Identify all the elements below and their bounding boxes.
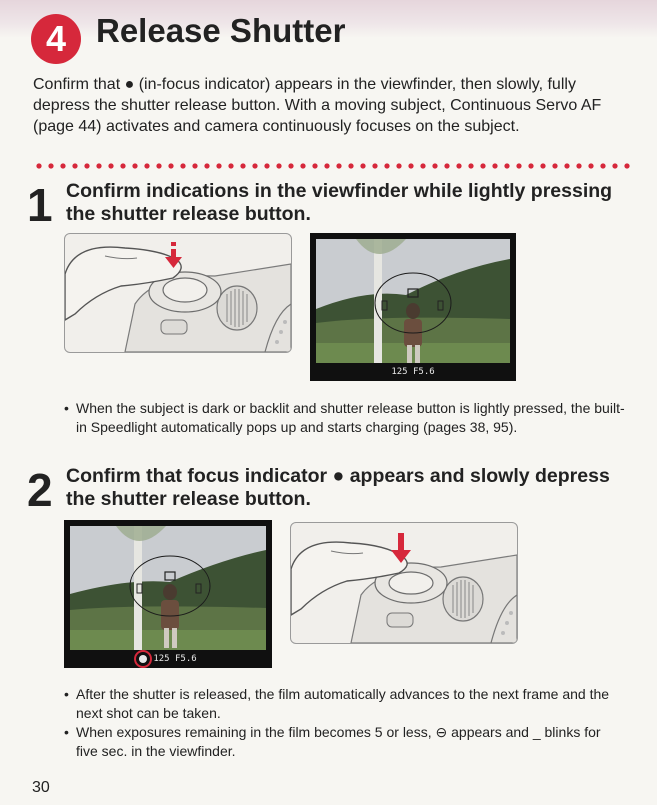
viewfinder-image-1 bbox=[310, 233, 516, 381]
viewfinder-readout-2-text: 125 F5.6 bbox=[153, 654, 197, 664]
step-1-bullet: • When the subject is dark or backlit and shutter release button is lightly pressed, the built-in Speedlight automatically pops up and starts charging (pages 38, 95). bbox=[64, 400, 625, 435]
viewfinder-readout-2 bbox=[64, 654, 272, 664]
step-2-bullet-1: • After the shutter is released, the film automatically advances to the next frame and the next shot can be taken. bbox=[64, 686, 610, 721]
step-1-number: 1 bbox=[27, 179, 53, 231]
step-1-heading: Confirm indications in the viewfinder while lightly pressing the shutter release button. bbox=[66, 180, 613, 225]
step-2-bullet-1-text: After the shutter is released, the film automatically advances to the next frame and the next shot can be taken. bbox=[76, 686, 610, 721]
viewfinder-readout-1: 125 F5.6 bbox=[391, 367, 435, 377]
step-badge: 4 bbox=[31, 14, 81, 64]
step-1-bullet-text: When the subject is dark or backlit and shutter release button is lightly pressed, the built-in Speedlight automatically pops up and starts charging (pages 38, 95). bbox=[76, 400, 625, 435]
step-2-bullet-2-text: When exposures remaining in the film becomes 5 or less, ⊖ appears and _ blinks for five sec. in the viewfinder. bbox=[76, 724, 601, 759]
intro-paragraph: Confirm that ● (in-focus indicator) appears in the viewfinder, then slowly, fully depress the shutter release button. With a moving subject, Continuous Servo AF (page 44) activates and camera continuously focuses on the subject. bbox=[33, 76, 602, 135]
dotted-divider bbox=[33, 160, 633, 172]
viewfinder-image-2 bbox=[64, 520, 272, 668]
step-2-heading: Confirm that focus indicator ● appears and slowly depress the shutter release button. bbox=[66, 465, 610, 510]
step-2-number: 2 bbox=[27, 464, 53, 516]
shutter-full-press-illustration bbox=[290, 522, 518, 644]
page-title: Release Shutter bbox=[96, 12, 346, 49]
step-2-bullet-2: • When exposures remaining in the film becomes 5 or less, ⊖ appears and _ blinks for five sec. in the viewfinder. bbox=[64, 724, 601, 759]
focus-indicator-icon bbox=[139, 655, 147, 663]
page-number: 30 bbox=[32, 779, 50, 796]
shutter-half-press-illustration bbox=[64, 233, 292, 353]
